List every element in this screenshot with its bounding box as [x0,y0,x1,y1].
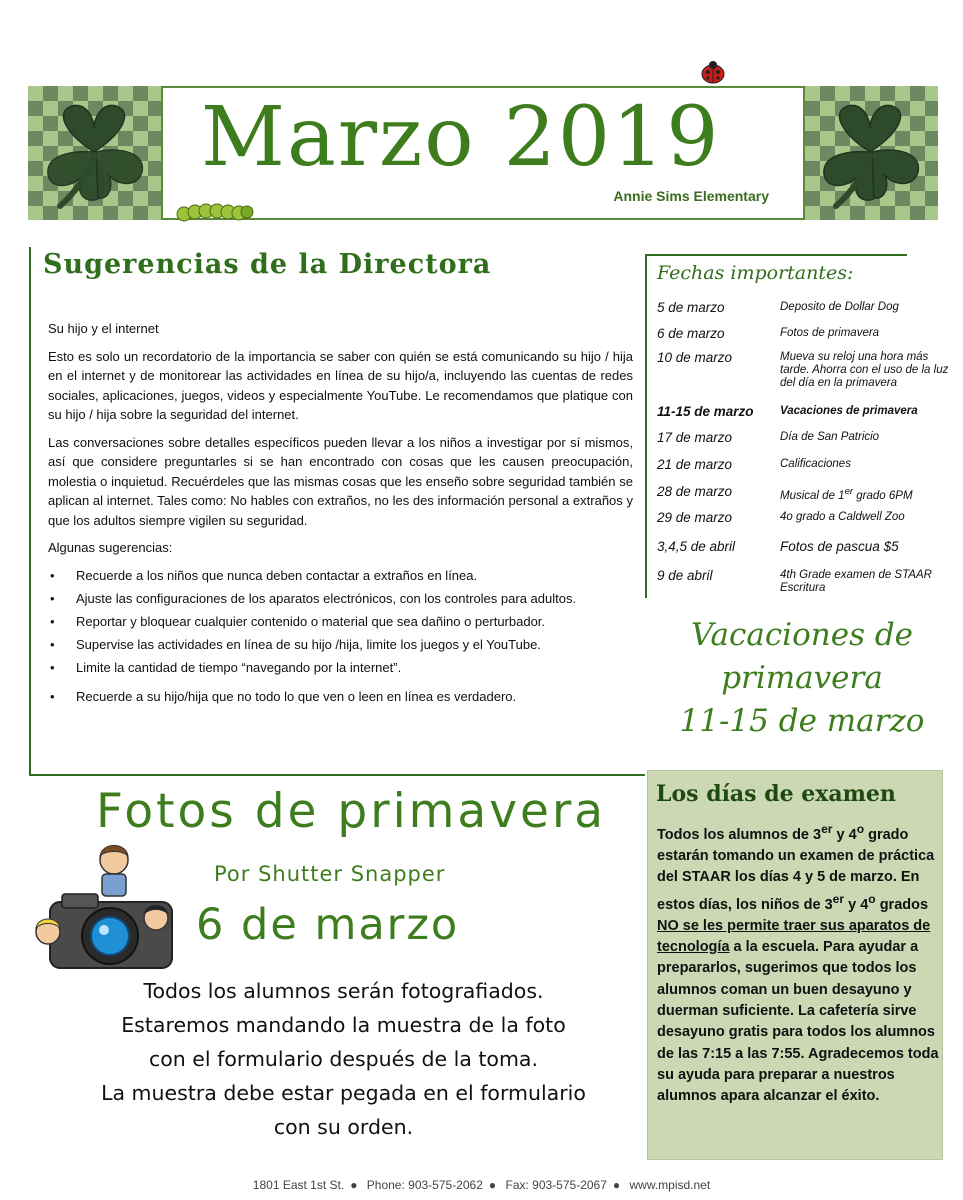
photos-line: Todos los alumnos serán fotografiados. [143,979,544,1003]
list-item: • Reportar y bloquear cualquier contenido o material que sea dañino o perturbador. [48,612,633,632]
callout-line: 11-15 de marzo [679,703,925,739]
list-item: • Recuerde a los niños que nunca deben contactar a extraños en línea. [48,566,633,586]
superscript: er [832,891,845,906]
photos-byline: Por Shutter Snapper [214,862,446,886]
footer: 1801 East 1st St. ● Phone: 903-575-2062 ● Fax: 903-575-2067 ● www.mpisd.net [252,1178,711,1192]
spring-break-callout [652,614,952,743]
date: 21 de marzo [657,457,733,472]
date: 5 de marzo [657,300,725,315]
photos-line: La muestra debe estar pegada en el formulario [101,1081,586,1105]
list-item: • Supervise las actividades en línea de su hijo /hija, limite los juegos y el YouTube. [48,635,633,655]
ladybug-icon [700,60,726,84]
event: Deposito de Dollar Dog [780,301,899,313]
event-text: Musical de 1 [780,489,845,502]
newsletter-header [28,86,938,220]
caterpillar-icon [176,198,254,224]
footer-phone: Phone: 903-575-2062 [366,1178,483,1192]
photos-body [56,974,631,1144]
exam-text: y 4 [844,896,869,913]
event [780,485,960,503]
event: Día de San Patricio [780,431,880,443]
date: 3,4,5 de abril [657,539,736,554]
principal-body [48,319,633,710]
dates-title: Fechas importantes: [657,262,854,284]
exam-title: Los días de examen [656,781,896,807]
event: Fotos de primavera [780,327,880,339]
date: 28 de marzo [657,484,733,499]
date: 9 de abril [657,568,713,583]
date: 10 de marzo [657,350,733,365]
principal-section [29,247,645,776]
title-box [161,86,805,220]
divider [647,254,907,256]
photos-title: Fotos de primavera [96,784,607,839]
suggestion-list [48,566,633,707]
principal-subtitle: Su hijo y el internet [48,321,159,336]
principal-paragraph: Esto es solo un recordatorio de la importancia se saber con quién se está comunicando su hijo / hija en el internet y de monitorear las actividades en línea de su hijo/a, incluyendo las cuentas de redes sociales, aplicaciones, juegos, videos y especialmente YouTube. Le recomendamos que platique con su hijo / hija sobre la seguridad del internet. [48,348,633,422]
footer-website[interactable]: www.mpisd.net [629,1178,711,1192]
superscript: o [868,891,876,906]
list-item: • Limite la cantidad de tiempo “navegando por la internet”. [48,658,633,678]
event: 4th Grade examen de STAAR Escritura [780,569,932,594]
event: Calificaciones [780,458,851,470]
exam-text: grados [875,896,929,913]
exam-text: a la escuela. Para ayudar a prepararlos, sugerimos que todos los alumnos coman un buen desayuno y duerman suficiente. La cafetería sirve desayuno gratis para todos los alumnos de las 7:15 a las 7:55. Agradecemos toda su ayuda para preparar a nuestros alumnos apara alcanzar el éxito. [657,939,939,1105]
list-label: Algunas sugerencias: [48,540,173,555]
camera-kids-icon [32,840,182,972]
superscript: o [856,822,865,836]
callout-line: Vacaciones de [690,617,914,653]
date: 11-15 de marzo [657,404,754,419]
underlined-text: NO se les permite traer sus aparatos de tecnología [657,917,931,956]
page-title: Marzo 2019 [201,90,721,185]
photos-date: 6 de marzo [196,900,460,950]
event: 4o grado a Caldwell Zoo [780,511,905,523]
date: 6 de marzo [657,326,725,341]
photos-line: con el formulario después de la toma. [148,1047,539,1071]
event-text: grado 6PM [853,489,913,502]
section-title: Sugerencias de la Directora [43,249,492,280]
date: 17 de marzo [657,430,733,445]
exam-text: y 4 [832,826,857,843]
shamrock-icon [812,94,932,214]
photos-line: con su orden. [273,1115,414,1139]
footer-fax: Fax: 903-575-2067 [505,1178,607,1192]
event: Vacaciones de primavera [780,405,918,417]
principal-paragraph: Las conversaciones sobre detalles específicos pueden llevar a los niños a investigar por sí mismos, así que considere preguntarles si se han encontrado con cosas que les causen preocupación, molestia o inquietud. Recuérdeles que las mismas cosas que les enseño sobre seguridad también se aplican al internet. Tales como: No hables con extraños, no les des información personal a extraños y que los adultos siempre vigilen su seguridad. [48,434,633,528]
callout-line: primavera [721,660,883,696]
list-item: • Recuerde a su hijo/hija que no todo lo que ven o leen en línea es verdadero. [48,687,633,707]
photos-line: Estaremos mandando la muestra de la foto [121,1013,566,1037]
school-name: Annie Sims Elementary [613,188,769,204]
exam-body [657,819,939,1108]
footer-address: 1801 East 1st St. [252,1178,345,1192]
exam-days-box [647,770,943,1160]
event: Fotos de pascua $5 [780,539,899,554]
exam-text: Todos los alumnos de 3 [657,826,822,843]
exam-text: grado estarán tomando un examen de práctica del STAAR los días 4 y 5 de marzo. En estos días, los niños de 3 [657,826,935,913]
event: Mueva su reloj una hora más tarde. Ahorra con el uso de la luz del día en la primavera [780,351,949,389]
shamrock-icon [36,94,156,214]
important-dates [645,254,949,598]
date: 29 de marzo [657,510,733,525]
list-item: • Ajuste las configuraciones de los aparatos electrónicos, con los controles para adultos. [48,589,633,609]
superscript: er [844,486,854,497]
superscript: er [821,822,833,836]
